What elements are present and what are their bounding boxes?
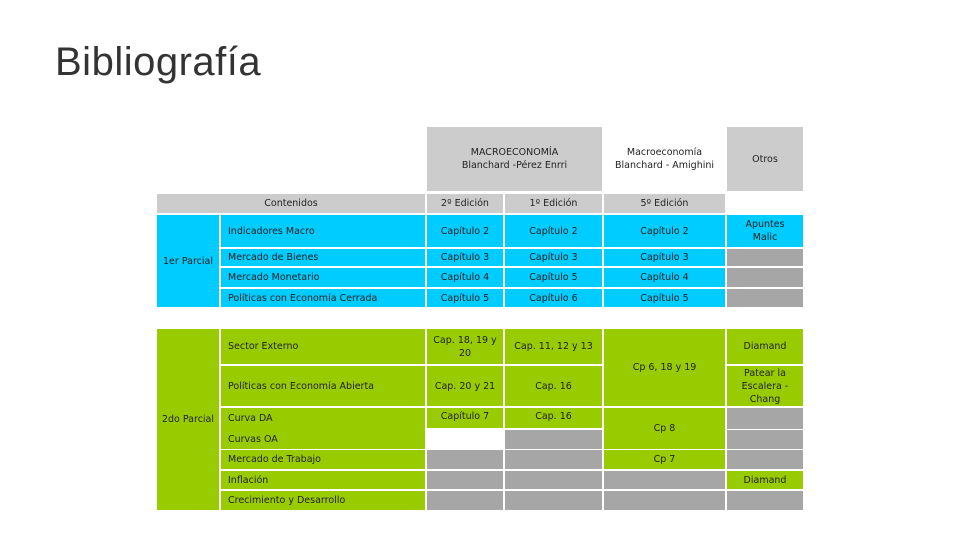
subheader-edition-2: 1º Edición: [505, 194, 602, 213]
table-row-topic: Mercado de Bienes: [221, 249, 425, 266]
table-row-topic: Políticas con Economía Abierta: [221, 366, 425, 406]
table-row-topic: Curvas OA: [221, 429, 425, 449]
table-cell-otros: [727, 268, 803, 287]
table-cell: Capítulo 2: [604, 215, 725, 247]
table-cell-empty: [427, 450, 503, 469]
table-cell: Capítulo 3: [427, 249, 503, 266]
table-cell-empty: [727, 430, 803, 449]
header-book2: Macroeconomía Blanchard - Amighini: [614, 147, 715, 171]
table-cell-empty: [505, 450, 602, 469]
table-cell-otros: Apuntes Malic: [727, 215, 803, 247]
table-cell-otros: Diamand: [727, 329, 803, 364]
table-cell-empty: [604, 491, 725, 510]
table-cell: Cap. 18, 19 y 20: [427, 329, 503, 364]
subheader-edition-3: 5º Edición: [604, 194, 725, 213]
table-cell: Capítulo 3: [604, 249, 725, 266]
table-cell: Capítulo 4: [604, 268, 725, 287]
table-cell-empty: [427, 471, 503, 489]
table-cell: Cp 6, 18 y 19: [604, 329, 725, 406]
header-otros: Otros: [727, 127, 803, 191]
table-cell: Capítulo 5: [604, 289, 725, 307]
table-cell: Capítulo 3: [505, 249, 602, 266]
table-cell-empty: [727, 491, 803, 510]
table-cell: Capítulo 5: [505, 268, 602, 287]
table-cell: Capítulo 4: [427, 268, 503, 287]
header-book1: MACROECONOMÍA Blanchard -Pérez Enrri: [427, 127, 602, 191]
table-row-topic: Indicadores Macro: [221, 215, 425, 247]
table-cell-empty: [727, 408, 803, 429]
table-row-topic: Curva DA: [221, 408, 425, 429]
table-cell-empty: [427, 491, 503, 510]
table-cell: Cap. 11, 12 y 13: [505, 329, 602, 364]
subheader-edition-1: 2º Edición: [427, 194, 503, 213]
table-row-topic: Inflación: [221, 471, 425, 489]
table-row-topic: Crecimiento y Desarrollo: [221, 491, 425, 510]
table-cell-empty: [505, 491, 602, 510]
table-row-topic: Mercado de Trabajo: [221, 450, 425, 469]
table-cell: Capítulo 2: [505, 215, 602, 247]
table-cell-otros: Diamand: [727, 471, 803, 489]
subheader-contenidos: Contenidos: [157, 194, 425, 213]
table-cell-empty: [505, 430, 602, 449]
table-cell-empty: [604, 471, 725, 489]
table-cell-otros: [727, 249, 803, 266]
table-cell-otros: Patear la Escalera - Chang: [727, 366, 803, 406]
table-cell: Cap. 16: [505, 366, 602, 406]
table-cell: Capítulo 7: [427, 408, 503, 428]
table-cell: Capítulo 5: [427, 289, 503, 307]
table-cell: Cp 8: [604, 408, 725, 449]
table-cell: Capítulo 6: [505, 289, 602, 307]
parcial1-label: 1er Parcial: [157, 215, 219, 307]
table-row-topic: Sector Externo: [221, 329, 425, 364]
table-cell-otros: [727, 289, 803, 307]
table-cell: Capítulo 2: [427, 215, 503, 247]
table-cell: Cap. 16: [505, 408, 602, 428]
table-cell-empty: [727, 450, 803, 469]
table-cell: Cp 7: [604, 450, 725, 469]
table-row-topic: Mercado Monetario: [221, 268, 425, 287]
table-cell-empty: [505, 471, 602, 489]
table-cell: Cap. 20 y 21: [427, 366, 503, 406]
table-row-topic: Políticas con Economía Cerrada: [221, 289, 425, 307]
parcial2-label: 2do Parcial: [157, 329, 219, 510]
page-title: Bibliografía: [55, 40, 262, 84]
